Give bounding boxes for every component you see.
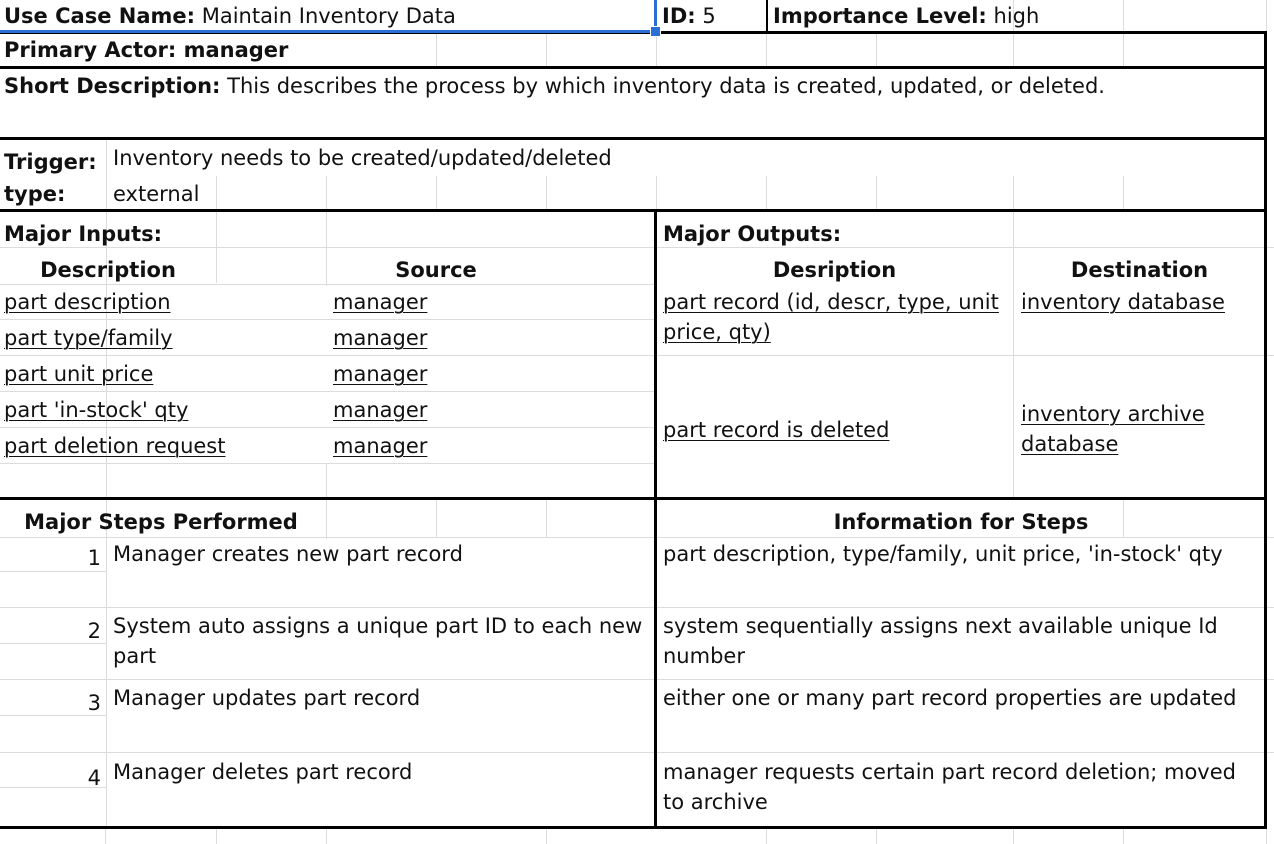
step-number: 3 (87, 691, 101, 715)
input-source-link[interactable]: manager (333, 362, 428, 386)
step-number: 2 (87, 619, 101, 643)
step-text[interactable]: System auto assigns a unique part ID to each new part (113, 614, 643, 668)
step-info[interactable]: system sequentially assigns next available unique Id number (663, 614, 1218, 668)
input-description-link[interactable]: part 'in-stock' qty (4, 398, 189, 422)
use-case-name-value: Maintain Inventory Data (201, 4, 456, 28)
fill-handle[interactable] (650, 26, 661, 37)
input-description-link[interactable]: part type/family (4, 326, 173, 350)
trigger-label: Trigger: (4, 150, 97, 174)
step-text[interactable]: Manager updates part record (113, 686, 421, 710)
step-info[interactable]: either one or many part record properties are updated (663, 686, 1237, 710)
info-for-steps-title: Information for Steps (833, 510, 1089, 534)
major-steps-title: Major Steps Performed (24, 510, 298, 534)
primary-actor-label: Primary Actor: (4, 38, 177, 62)
output-description-link[interactable]: part record (id, descr, type, unit price, qty) (663, 290, 999, 344)
importance-cell[interactable] (773, 4, 1039, 28)
input-source-link[interactable]: manager (333, 434, 428, 458)
outputs-destination-header: Destination (1070, 258, 1209, 282)
outputs-description-header: Desription (772, 258, 897, 282)
output-destination-link[interactable]: inventory archive database (1021, 402, 1205, 456)
short-description-value: This describes the process by which inventory data is created, updated, or deleted. (227, 74, 1105, 98)
step-info[interactable]: part description, type/family, unit price, 'in-stock' qty (663, 542, 1223, 566)
id-value: 5 (702, 4, 716, 28)
major-inputs-title: Major Inputs: (4, 222, 163, 246)
output-description-link[interactable]: part record is deleted (663, 418, 890, 442)
id-label: ID: (662, 4, 696, 28)
trigger-value[interactable]: Inventory needs to be created/updated/deleted (113, 146, 612, 170)
step-info[interactable]: manager requests certain part record deletion; moved to archive (663, 760, 1236, 814)
input-description-link[interactable]: part deletion request (4, 434, 226, 458)
primary-actor-cell[interactable] (4, 38, 288, 62)
importance-label: Importance Level: (773, 4, 987, 28)
use-case-name-cell[interactable] (4, 4, 456, 28)
step-number: 4 (87, 766, 101, 790)
short-description-label: Short Description: (4, 74, 221, 98)
inputs-description-header: Description (40, 258, 176, 282)
input-description-link[interactable]: part description (4, 290, 171, 314)
cell-selection-bottom (0, 30, 656, 33)
use-case-name-label: Use Case Name: (4, 4, 196, 28)
importance-value: high (993, 4, 1040, 28)
type-label: type: (4, 182, 66, 206)
step-text[interactable]: Manager creates new part record (113, 542, 463, 566)
output-destination-link[interactable]: inventory database (1021, 290, 1225, 314)
input-source-link[interactable]: manager (333, 290, 428, 314)
step-text[interactable]: Manager deletes part record (113, 760, 413, 784)
primary-actor-value: manager (183, 38, 289, 62)
step-number: 1 (87, 546, 101, 570)
id-cell[interactable] (662, 4, 716, 28)
input-source-link[interactable]: manager (333, 326, 428, 350)
input-source-link[interactable]: manager (333, 398, 428, 422)
short-description-cell[interactable] (4, 74, 1105, 98)
input-description-link[interactable]: part unit price (4, 362, 154, 386)
type-value[interactable]: external (113, 182, 200, 206)
major-outputs-title: Major Outputs: (663, 222, 842, 246)
inputs-source-header: Source (395, 258, 477, 282)
